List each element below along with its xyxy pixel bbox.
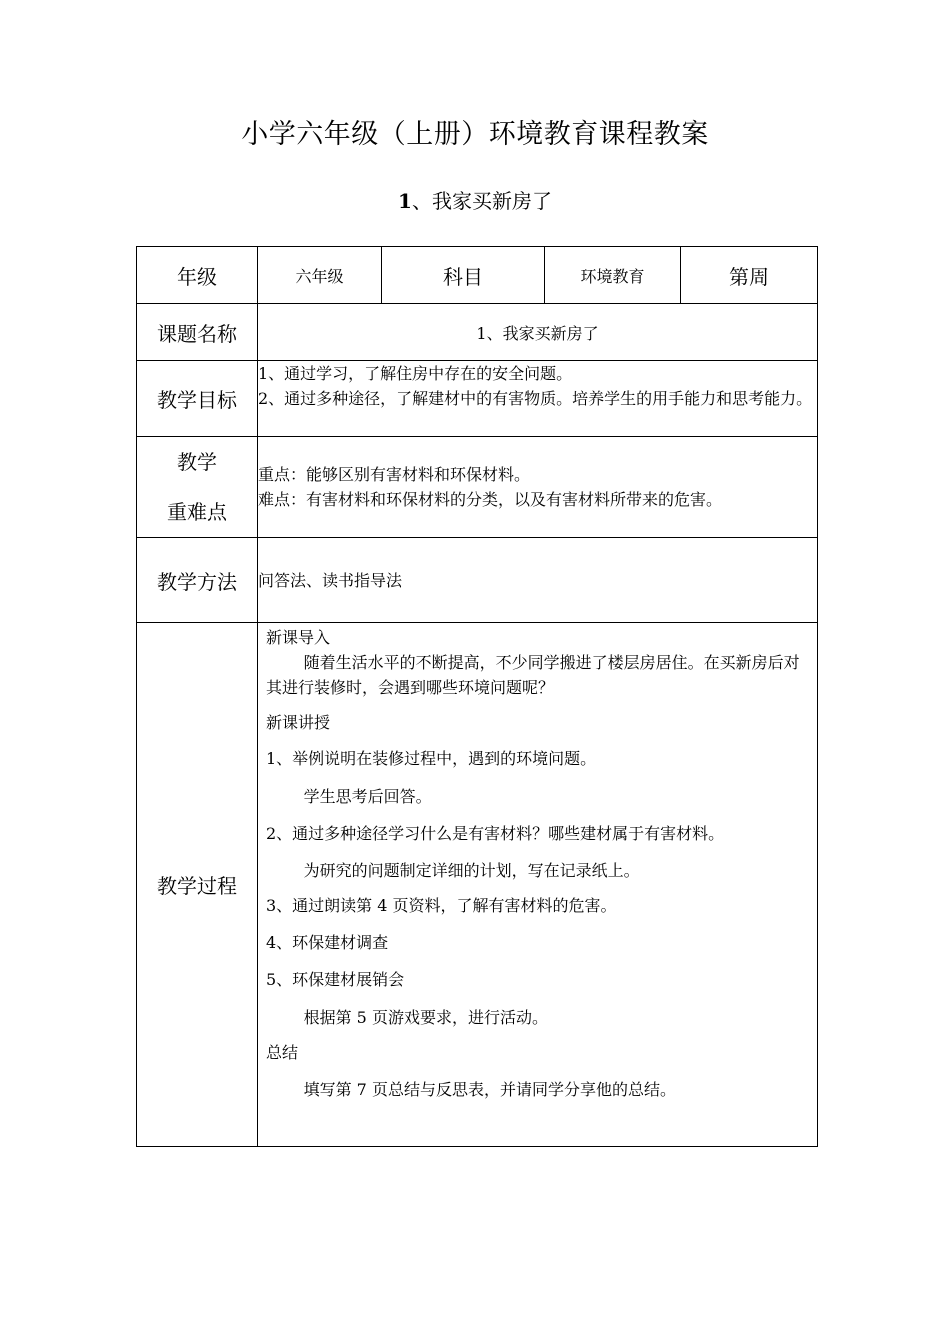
key-points-content — [258, 437, 818, 538]
table-row-key-points — [137, 437, 818, 538]
step-4: 4、环保建材调查 — [266, 933, 389, 952]
summary-heading: 总结 — [266, 1043, 299, 1062]
table-row-process — [137, 623, 818, 1147]
key-points-label — [137, 437, 258, 538]
step-5: 5、环保建材展销会 — [266, 970, 405, 989]
key-points-label-line1: 教学 — [177, 450, 217, 474]
methods-label: 教学方法 — [137, 538, 258, 623]
process-content — [258, 623, 818, 1147]
key-point-line-1: 重点：能够区别有害材料和环保材料。 — [258, 465, 531, 484]
step-1-note: 学生思考后回答。 — [303, 787, 432, 806]
lecture-heading: 新课讲授 — [266, 713, 331, 732]
grade-label: 年级 — [137, 247, 258, 304]
objective-line-1: 1、通过学习，了解住房中存在的安全问题。 — [258, 364, 573, 383]
objectives-label: 教学目标 — [137, 361, 258, 437]
week-label: 第周 — [681, 247, 818, 304]
subject-value: 环境教育 — [545, 247, 681, 304]
step-2: 2、通过多种途径学习什么是有害材料？哪些建材属于有害材料。 — [266, 824, 725, 843]
process-label: 教学过程 — [137, 623, 258, 1147]
grade-value: 六年级 — [258, 247, 382, 304]
table-row-topic — [137, 304, 818, 361]
intro-heading: 新课导入 — [266, 628, 331, 647]
topic-label: 课题名称 — [137, 304, 258, 361]
key-points-label-line2: 重难点 — [167, 500, 227, 524]
step-3: 3、通过朗读第 4 页资料，了解有害材料的危害。 — [266, 896, 617, 915]
methods-value: 问答法、读书指导法 — [258, 538, 818, 623]
subject-label: 科目 — [382, 247, 545, 304]
objective-line-2: 2、通过多种途径，了解建材中的有害物质。培养学生的用手能力和思考能力。 — [258, 389, 813, 408]
step-1: 1、举例说明在装修过程中，遇到的环境问题。 — [266, 749, 597, 768]
intro-text: 随着生活水平的不断提高，不少同学搬进了楼层房居住。在买新房后对其进行装修时，会遇到哪些环境问题呢？ — [266, 653, 800, 697]
step-5-note: 根据第 5 页游戏要求，进行活动。 — [303, 1008, 548, 1027]
table-row-header — [137, 247, 818, 304]
document-title: 小学六年级（上册）环境教育课程教案 — [241, 119, 709, 150]
key-point-line-2: 难点：有害材料和环保材料的分类，以及有害材料所带来的危害。 — [258, 490, 723, 509]
lesson-heading-text: 、我家买新房了 — [411, 189, 552, 213]
lesson-number: 1 — [398, 189, 412, 213]
lesson-heading — [0, 185, 950, 214]
table-row-objectives — [137, 361, 818, 437]
objectives-content — [258, 361, 818, 437]
table-row-methods — [137, 538, 818, 623]
lesson-plan-table — [136, 246, 818, 1147]
topic-value: 1、我家买新房了 — [258, 304, 818, 361]
summary-text: 填写第 7 页总结与反思表，并请同学分享他的总结。 — [303, 1080, 676, 1099]
step-2-note: 为研究的问题制定详细的计划，写在记录纸上。 — [303, 861, 640, 880]
